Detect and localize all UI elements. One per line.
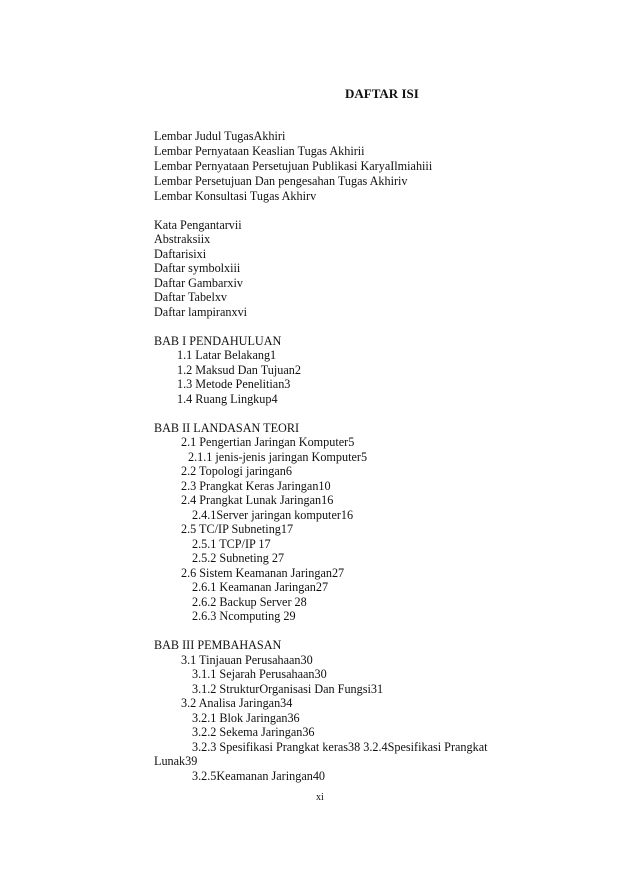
- toc-entry: Kata Pengantarvii: [154, 218, 242, 232]
- toc-entry: 3.2 Analisa Jaringan34: [181, 696, 293, 710]
- page-title: DAFTAR ISI: [345, 86, 419, 101]
- toc-entry: 3.1 Tinjauan Perusahaan30: [181, 653, 313, 667]
- toc-entry: Daftar symbolxiii: [154, 261, 241, 275]
- toc-entry: Lunak39: [154, 754, 198, 768]
- toc-entry: 2.4 Prangkat Lunak Jaringan16: [181, 493, 334, 507]
- toc-entry: Daftar lampiranxvi: [154, 305, 248, 319]
- page-number: xi: [316, 792, 324, 803]
- toc-entry: 3.1.1 Sejarah Perusahaan30: [192, 667, 327, 681]
- toc-entry: Daftarisixi: [154, 247, 207, 261]
- toc-entry: 2.6.2 Backup Server 28: [192, 595, 307, 609]
- toc-entry: 2.6 Sistem Keamanan Jaringan27: [181, 566, 345, 580]
- toc-entry: 2.3 Prangkat Keras Jaringan10: [181, 479, 331, 493]
- toc-entry: Lembar Pernyataan Keaslian Tugas Akhirii: [154, 144, 365, 158]
- toc-entry: 3.2.1 Blok Jaringan36: [192, 711, 300, 725]
- toc-entry: Lembar Konsultasi Tugas Akhirv: [154, 189, 317, 203]
- toc-entry: 3.1.2 StrukturOrganisasi Dan Fungsi31: [192, 682, 384, 696]
- toc-entry: 2.1 Pengertian Jaringan Komputer5: [181, 435, 355, 449]
- toc-entry: 1.4 Ruang Lingkup4: [177, 392, 278, 406]
- toc-entry: Lembar Persetujuan Dan pengesahan Tugas Akhiriv: [154, 174, 408, 188]
- toc-entry: 1.1 Latar Belakang1: [177, 348, 277, 362]
- chapter-heading: BAB II LANDASAN TEORI: [154, 421, 300, 435]
- toc-entry: 2.2 Topologi jaringan6: [181, 464, 292, 478]
- toc-entry: Lembar Judul TugasAkhiri: [154, 129, 286, 143]
- toc-entry: 2.4.1Server jaringan komputer16: [192, 508, 354, 522]
- toc-entry: Lembar Pernyataan Persetujuan Publikasi KaryaIlmiahiii: [154, 159, 433, 173]
- chapter-heading: BAB I PENDAHULUAN: [154, 334, 282, 348]
- toc-entry: 2.6.3 Ncomputing 29: [192, 609, 296, 623]
- toc-entry: 2.5.1 TCP/IP 17: [192, 537, 271, 551]
- toc-entry: 3.2.2 Sekema Jaringan36: [192, 725, 315, 739]
- toc-entry: 1.2 Maksud Dan Tujuan2: [177, 363, 301, 377]
- chapter-heading: BAB III PEMBAHASAN: [154, 638, 282, 652]
- toc-entry: 2.1.1 jenis-jenis jaringan Komputer5: [188, 450, 368, 464]
- toc-entry: Daftar Gambarxiv: [154, 276, 243, 290]
- toc-entry: 2.5 TC/IP Subneting17: [181, 522, 294, 536]
- toc-entry: Daftar Tabelxv: [154, 290, 228, 304]
- toc-entry: 3.2.3 Spesifikasi Prangkat keras38 3.2.4Spesifikasi Prangkat: [192, 740, 488, 754]
- toc-entry: Abstraksiix: [154, 232, 211, 246]
- toc-entry: 3.2.5Keamanan Jaringan40: [192, 769, 326, 783]
- toc-entry: 1.3 Metode Penelitian3: [177, 377, 291, 391]
- toc-entry: 2.5.2 Subneting 27: [192, 551, 285, 565]
- toc-entry: 2.6.1 Keamanan Jaringan27: [192, 580, 329, 594]
